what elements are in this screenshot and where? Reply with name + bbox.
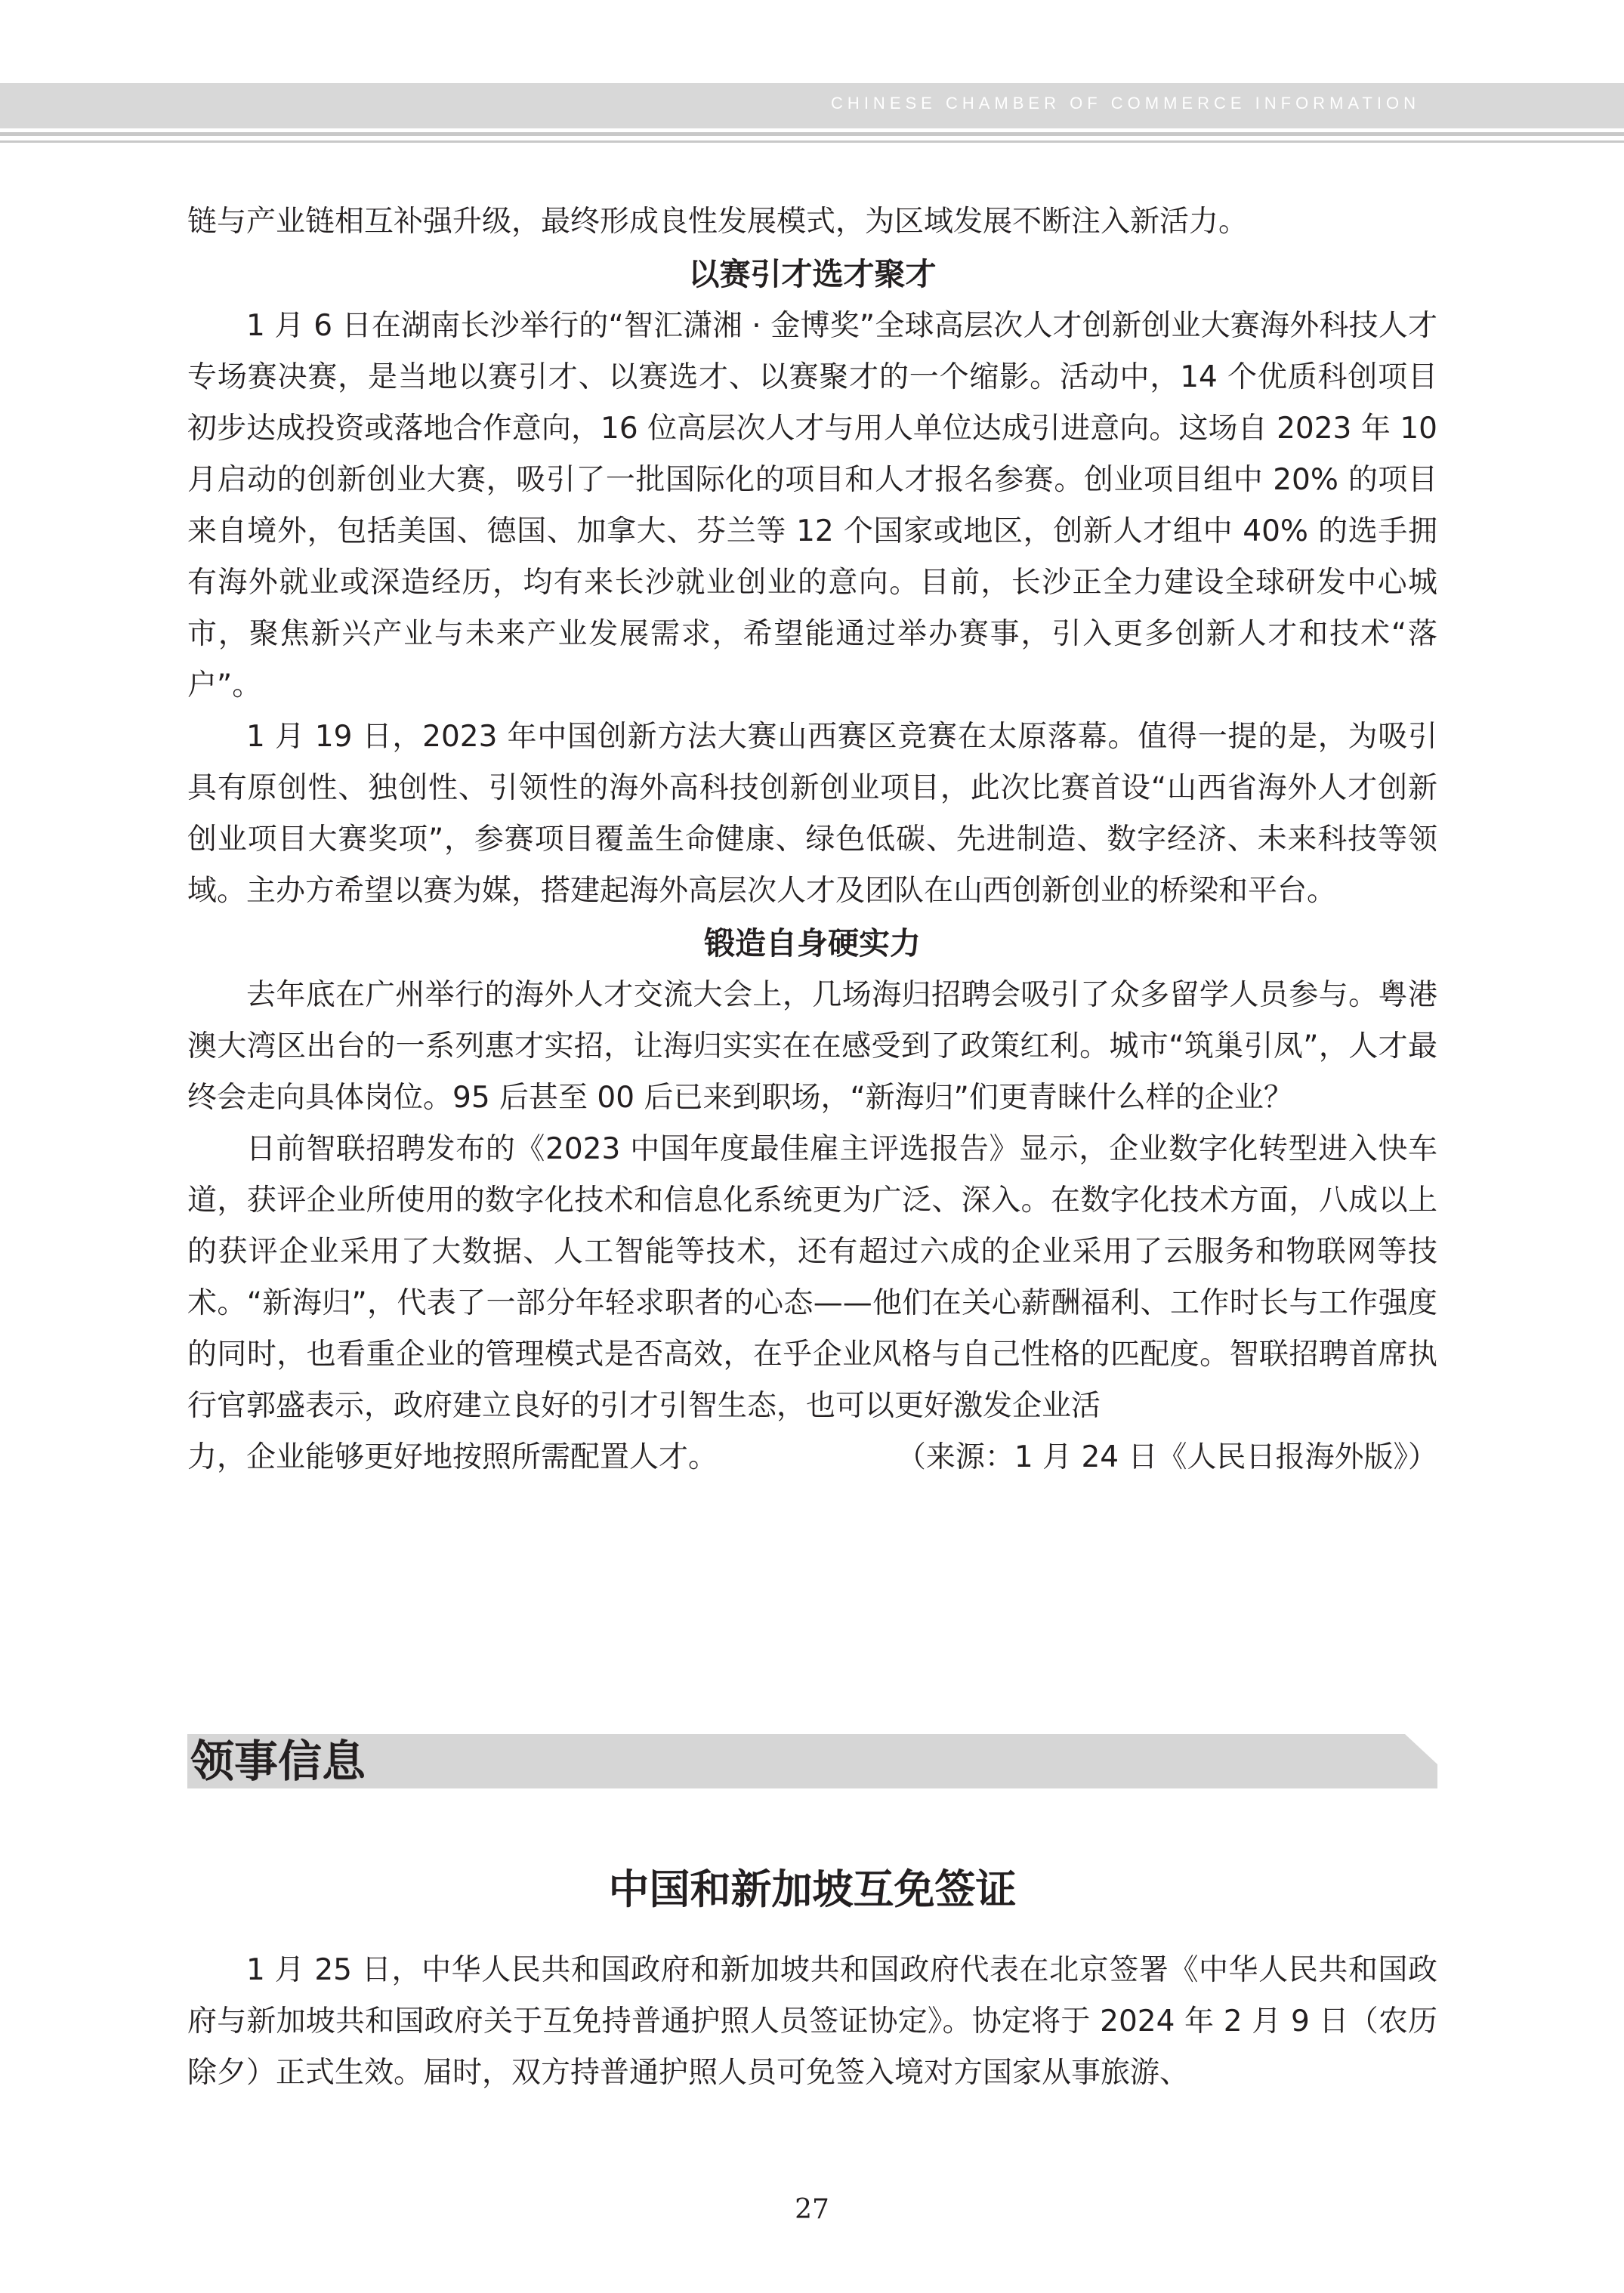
- paragraph: 1 月 6 日在湖南长沙举行的“智汇潇湘 · 金博奖”全球高层次人才创新创业大赛海外科技人才专场赛决赛，是当地以赛引才、以赛选才、以赛聚才的一个缩影。活动中，14 个优质科创项目初步达成投资或落地合作意向，16 位高层次人才与用人单位达成引进意向。这场自 2023 年 10 月启动的创新创业大赛，吸引了一批国际化的项目和人才报名参赛。创业项目组中 20% 的项目来自境外，包括美国、德国、加拿大、芬兰等 12 个国家或地区，创新人才组中 40% 的选手拥有海外就业或深造经历，均有来长沙就业创业的意向。目前，长沙正全力建设全球研发中心城市，聚焦新兴产业与未来产业发展需求，希望能通过举办赛事，引入更多创新人才和技术“落户”。: [187, 309, 1437, 702]
- paragraph: 1 月 19 日，2023 年中国创新方法大赛山西赛区竞赛在太原落幕。值得一提的是，为吸引具有原创性、独创性、引领性的海外高科技创新创业项目，此次比赛首设“山西省海外人才创新创业项目大赛奖项”，参赛项目覆盖生命健康、绿色低碳、先进制造、数字经济、未来科技等领域。主办方希望以赛为媒，搭建起海外高层次人才及团队在山西创新创业的桥梁和平台。: [187, 720, 1437, 908]
- paragraph-last-line: [187, 1432, 1437, 1483]
- header-rule: [0, 132, 1624, 136]
- paragraph: 1 月 25 日，中华人民共和国政府和新加坡共和国政府代表在北京签署《中华人民共和国政府与新加坡共和国政府关于互免持普通护照人员签证协定》。协定将于 2024 年 2 月 9 日（农历除夕）正式生效。届时，双方持普通护照人员可免签入境对方国家从事旅游、: [187, 1953, 1437, 2090]
- article2-body: [187, 1945, 1437, 2099]
- paragraph-last-line-text: 力，企业能够更好地按照所需配置人才。: [187, 1440, 718, 1474]
- source-citation: （来源：1 月 24 日《人民日报海外版》）: [896, 1440, 1437, 1474]
- subheading: 以赛引才选才聚才: [688, 256, 937, 292]
- article-body: [187, 196, 1437, 1483]
- header-rule-thin: [0, 140, 1624, 143]
- running-title: CHINESE CHAMBER OF COMMERCE INFORMATION: [831, 94, 1420, 113]
- article-title: 中国和新加坡互免签证: [608, 1866, 1017, 1913]
- section-bar-shape: [187, 1734, 1437, 1788]
- paragraph: 去年底在广州举行的海外人才交流大会上，几场海归招聘会吸引了众多留学人员参与。粤港澳大湾区出台的一系列惠才实招，让海归实实在在感受到了政策红利。城市“筑巢引凤”，人才最终会走向具体岗位。95 后甚至 00 后已来到职场，“新海归”们更青睐什么样的企业？: [187, 978, 1437, 1115]
- continued-paragraph: 链与产业链相互补强升级，最终形成良性发展模式，为区域发展不断注入新活力。: [187, 205, 1249, 239]
- paragraph: 日前智联招聘发布的《2023 中国年度最佳雇主评选报告》显示，企业数字化转型进入快车道，获评企业所使用的数字化技术和信息化系统更为广泛、深入。在数字化技术方面，八成以上的获评企业采用了大数据、人工智能等技术，还有超过六成的企业采用了云服务和物联网等技术。“新海归”，代表了一部分年轻求职者的心态——他们在关心薪酬福利、工作时长与工作强度的同时，也看重企业的管理模式是否高效，在乎企业风格与自己性格的匹配度。智联招聘首席执行官郭盛表示，政府建立良好的引才引智生态，也可以更好激发企业活: [187, 1132, 1437, 1423]
- section-header: [187, 1734, 1437, 1788]
- subheading: 锻造自身硬实力: [704, 925, 921, 961]
- page-number: 27: [795, 2194, 829, 2225]
- section-title: 领事信息: [190, 1736, 366, 1787]
